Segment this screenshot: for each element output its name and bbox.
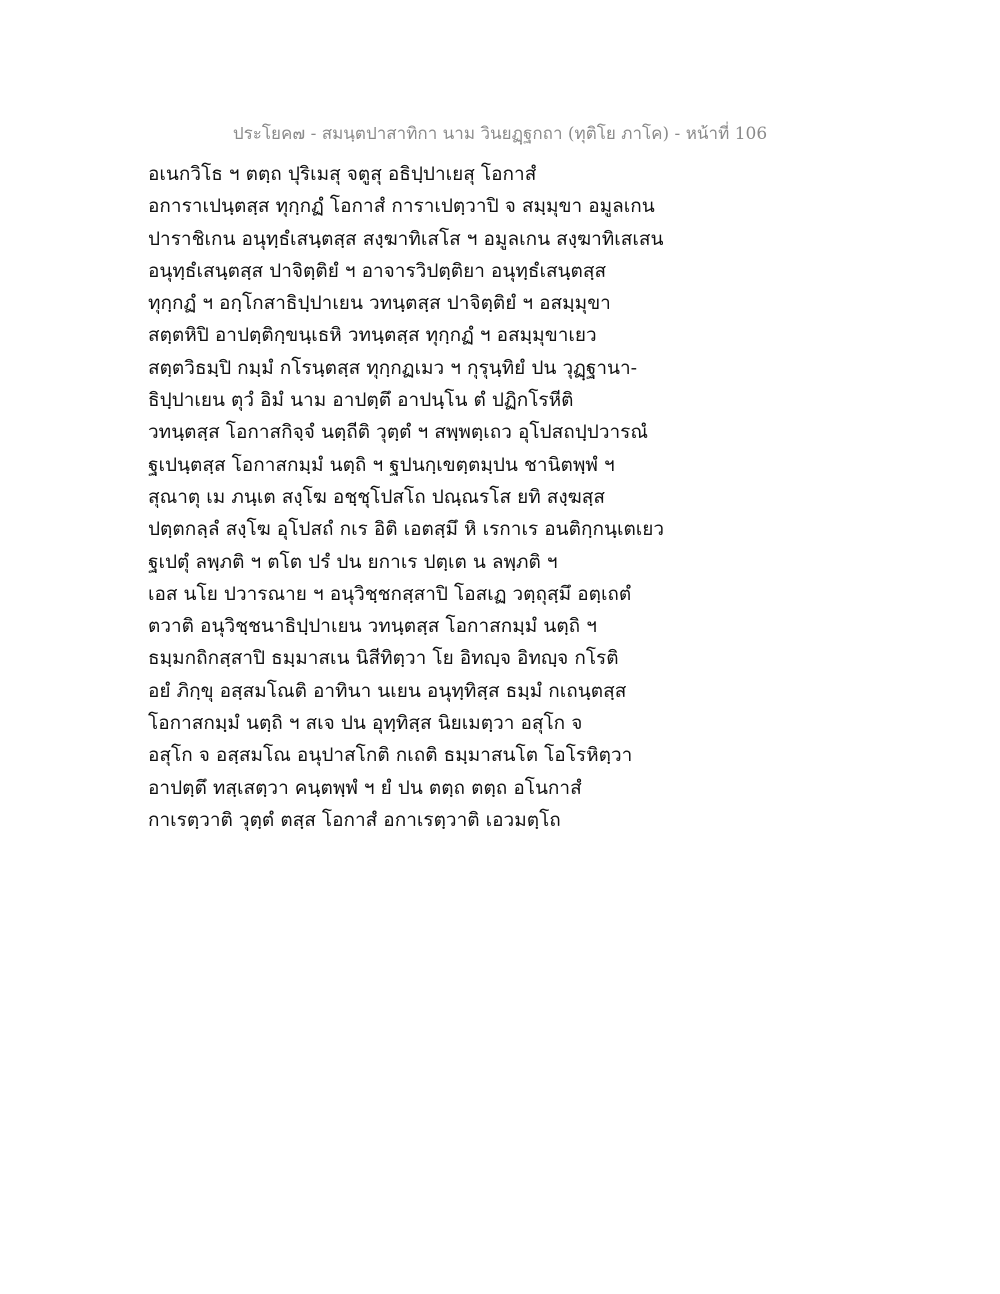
text-line: ทุกฺกฏํ ฯ อกฺโกสาธิปฺปาเยน วทนฺตสฺส ปาจิตฺติยํ ฯ อสมฺมุขา — [148, 292, 611, 315]
text-line: ธิปฺปาเยน ตุวํ อิมํ นาม อาปตฺตึ อาปนฺโน ตํ ปฏิกโรหีติ — [148, 389, 574, 412]
text-line: ปาราชิเกน อนุทฺธํเสนฺตสฺส สงฺฆาทิเสโส ฯ อมูลเกน สงฺฆาทิเสเสน — [148, 227, 664, 250]
text-line: อนุทฺธํเสนฺตสฺส ปาจิตฺติยํ ฯ อาจารวิปตฺติยา อนุทฺธํเสนฺตสฺส — [148, 259, 607, 282]
text-line: ธมฺมกถิกสฺสาปิ ธมฺมาสเน นิสีทิตฺวา โย อิทญฺจ อิทญฺจ กโรติ — [148, 647, 619, 670]
text-line: ปตฺตกลฺลํ สงฺโฆ อุโปสถํ กเร อิติ เอตสฺมึ หิ เรกาเร อนติกฺกนฺเตเยว — [148, 518, 665, 541]
text-line: ฐเปตุํ ลพฺภติ ฯ ตโต ปรํ ปน ยกาเร ปตฺเต น ลพฺภติ ฯ — [148, 550, 558, 573]
text-line: อสุโก จ อสฺสมโณ อนุปาสโกติ กเถติ ธมฺมาสนโต โอโรหิตฺวา — [148, 744, 633, 767]
text-line: โอกาสกมฺมํ นตฺถิ ฯ สเจ ปน อุทฺทิสฺส นิยเมตฺวา อสุโก จ — [148, 712, 583, 735]
running-header: ประโยค๗ - สมนฺตปาสาทิกา นาม วินยฏฺฐกถา (ทุติโย ภาโค) - หน้าที่ 106 — [232, 124, 768, 144]
text-line: ตวาติ อนุวิชฺชนาธิปฺปาเยน วทนฺตสฺส โอกาสกมฺมํ นตฺถิ ฯ — [148, 615, 597, 638]
text-line: อาปตฺตึ ทสฺเสตฺวา คนฺตพฺพํ ฯ ยํ ปน ตตฺถ ตตฺถ อโนกาสํ — [148, 776, 582, 799]
text-line: อยํ ภิกฺขุ อสฺสมโณติ อาทินา นเยน อนุทฺทิสฺส ธมฺมํ กเถนฺตสฺส — [148, 679, 627, 702]
text-line: อเนกวิโธ ฯ ตตฺถ ปุริเมสุ จตูสุ อธิปฺปาเยสุ โอกาสํ — [148, 163, 537, 185]
body-text — [148, 158, 868, 836]
text-line: สตฺตหิปิ อาปตฺติกฺขนฺเธหิ วทนฺตสฺส ทุกฺกฏํ ฯ อสมฺมุขาเยว — [148, 324, 597, 347]
text-line: อการาเปนฺตสฺส ทุกฺกฏํ โอกาสํ การาเปตฺวาปิ จ สมฺมุขา อมูลเกน — [148, 195, 655, 218]
text-line: สตฺตวิธมฺปิ กมฺมํ กโรนฺตสฺส ทุกฺกฏเมว ฯ กุรุนฺทิยํ ปน วุฏฺฐานา- — [148, 356, 638, 379]
text-line: วทนฺตสฺส โอกาสกิจฺจํ นตฺถีติ วุตฺตํ ฯ สพฺพตฺเถว อุโปสถปฺปวารณํ — [148, 421, 649, 444]
text-line: กาเรตฺวาติ วุตฺตํ ตสฺส โอกาสํ อกาเรตฺวาติ เอวมตฺโถ — [148, 808, 561, 831]
text-line: ฐเปนฺตสฺส โอกาสกมฺมํ นตฺถิ ฯ ฐปนกฺเขตฺตมฺปน ชานิตพฺพํ ฯ — [148, 453, 615, 476]
text-line: สุณาตุ เม ภนฺเต สงฺโฆ อชฺชุโปสโถ ปณฺณรโส ยทิ สงฺฆสฺส — [148, 485, 605, 508]
text-line: เอส นโย ปวารณาย ฯ อนุวิชฺชกสฺสาปิ โอสเฏ วตฺถุสฺมึ อตฺเถตํ — [148, 582, 632, 605]
